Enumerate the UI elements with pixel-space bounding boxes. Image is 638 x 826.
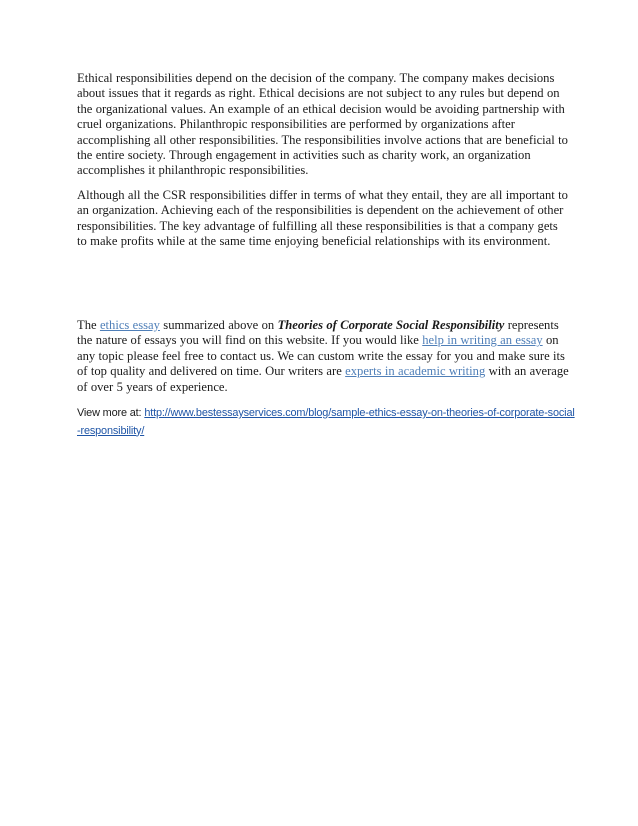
paragraph-csr-importance: Although all the CSR responsibilities differ in terms of what they entail, they are all important to an organization. Achieving each of the responsibilities is dependent on the achievement of other responsibilities. The key advantage of fulfilling all these responsibilities is that a company gets to make profits while at the same time enjoying beneficial relationships with its environment. [77,188,568,249]
essay-title: Theories of Corporate Social Responsibility [277,318,505,332]
source-url-link[interactable]: http://www.bestessayservices.com/blog/sample-ethics-essay-on-theories-of-corporate-social-responsibility/ [77,407,575,437]
promo-text-4: on any topic please feel free to contact us. We can custom write the essay for you and make sure its of top quality and delivered on time. Our writers are [77,333,565,379]
paragraph-promo [77,318,569,395]
paragraph-ethical-philanthropic: Ethical responsibilities depend on the decision of the company. The company makes decisions about issues that it regards as right. Ethical decisions are not subject to any rules but depend on the organizational values. An example of an ethical decision would be avoiding partnership with cruel organizations. Philanthropic responsibilities are performed by organizations after accomplishing all other responsibilities. The responsibilities involve actions that are beneficial to the entire society. Through engagement in activities such as charity work, an organization accomplishes it philanthropic responsibilities. [77,71,568,178]
ethics-essay-link[interactable]: ethics essay [99,318,160,332]
experts-academic-writing-link[interactable]: experts in academic writing [345,364,486,379]
promo-text-3: represents the nature of essays you will find on this website. If you would like [77,318,559,348]
view-more-label: View more at: [77,407,145,419]
promo-text-1: The [77,318,100,332]
promo-text-2: summarized above on [159,318,278,332]
view-more-line [77,405,577,440]
help-writing-essay-link[interactable]: help in writing an essay [422,333,543,348]
promo-text-5: with an average of over 5 years of experience. [77,364,569,394]
